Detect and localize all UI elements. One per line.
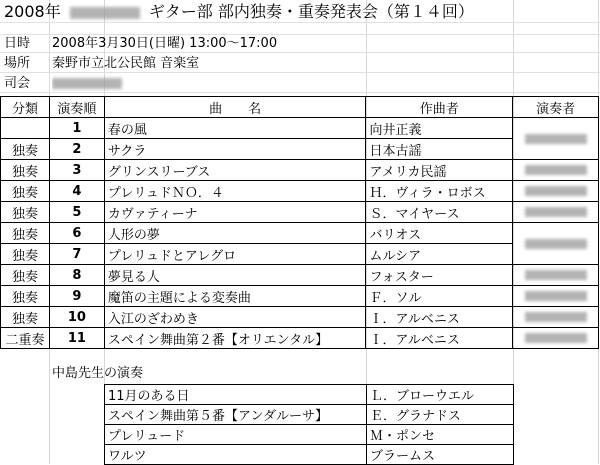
row-composer: Ｉ．アルベニス (366, 307, 513, 328)
teacher-table (104, 384, 514, 465)
redacted-name (525, 207, 587, 217)
row-performer (513, 160, 599, 181)
teacher-composer: ブラームス (367, 445, 514, 465)
row-composer: Ｆ．ソル (366, 286, 513, 307)
row-performer (513, 286, 599, 307)
teacher-piece: ワルツ (105, 445, 367, 465)
redacted-name (525, 186, 587, 196)
redacted-name (525, 239, 587, 249)
row-composer: Ｉ．アルベニス (366, 328, 513, 349)
row-performer (513, 328, 599, 349)
row-composer: バリオス (366, 223, 513, 244)
mc-value (52, 74, 152, 94)
table-row (1, 244, 599, 265)
row-piece: スペイン舞曲第２番【オリエンタル】 (104, 328, 366, 349)
row-order: 7 (49, 244, 104, 265)
row-composer: Ｈ．ヴィラ・ロボス (366, 181, 513, 202)
row-kind: 独奏 (1, 139, 50, 160)
row-kind: 独奏 (1, 265, 50, 286)
header-piece: 曲 名 (104, 97, 366, 118)
teacher-composer: Ｍ・ポンセ (367, 425, 514, 445)
mc-label: 司会 (4, 76, 31, 91)
row-order: 10 (49, 307, 104, 328)
row-piece: 人形の夢 (104, 223, 366, 244)
title-suffix: ギター部 部内独奏・重奏発表会（第１４回） (148, 2, 474, 21)
row-performer (513, 307, 599, 328)
redacted-name (525, 312, 587, 322)
table-row (1, 286, 599, 307)
table-row (1, 307, 599, 328)
row-kind: 二重奏 (1, 328, 50, 349)
header-composer: 作曲者 (366, 97, 513, 118)
row-order: 11 (49, 328, 104, 349)
row-piece: 魔笛の主題による変奏曲 (104, 286, 366, 307)
header-order: 演奏順 (49, 97, 104, 118)
row-order: 6 (49, 223, 104, 244)
row-composer: 日本古謡 (366, 139, 513, 160)
table-header-row (1, 97, 599, 118)
row-composer: アメリカ民謡 (366, 160, 513, 181)
row-kind: 独奏 (1, 160, 50, 181)
teacher-composer: Ｅ．グラナドス (367, 405, 514, 425)
row-piece: 入江のざわめき (104, 307, 366, 328)
row-piece: 夢見る人 (104, 265, 366, 286)
row-performer (513, 265, 599, 286)
row-piece: プレリュドＮＯ．４ (104, 181, 366, 202)
table-row (1, 202, 599, 223)
redacted-name (70, 7, 140, 19)
teacher-piece: スペイン舞曲第５番【アンダルーサ】 (105, 405, 367, 425)
row-composer: ムルシア (366, 244, 513, 265)
row-piece: カヴァティーナ (104, 202, 366, 223)
table-row (1, 181, 599, 202)
row-order: 8 (49, 265, 104, 286)
row-kind: 独奏 (1, 181, 50, 202)
table-row (1, 265, 599, 286)
row-order: 3 (49, 160, 104, 181)
teacher-row (105, 405, 514, 425)
row-kind: 独奏 (1, 244, 50, 265)
row-composer: 向井正義 (366, 118, 513, 139)
row-performer (513, 118, 599, 160)
redacted-name (52, 78, 122, 89)
teacher-composer: Ｌ．ブローウエル (367, 385, 514, 405)
table-row (1, 118, 599, 139)
redacted-name (525, 134, 587, 144)
row-performer (513, 181, 599, 202)
venue-value: 秦野市立北公民館 音楽室 (52, 56, 200, 71)
row-kind: 独奏 (1, 286, 50, 307)
table-row (1, 328, 599, 349)
row-kind: 独奏 (1, 307, 50, 328)
row-order: 1 (49, 118, 104, 139)
teacher-row (105, 385, 514, 405)
row-performer (513, 223, 599, 265)
row-order: 9 (49, 286, 104, 307)
redacted-name (525, 333, 587, 343)
row-piece: グリンスリーブス (104, 160, 366, 181)
teacher-heading: 中島先生の演奏 (52, 366, 144, 381)
row-composer: フォスター (366, 265, 513, 286)
header-kind: 分類 (1, 97, 50, 118)
row-piece: 春の風 (104, 118, 366, 139)
row-kind: 独奏 (1, 202, 50, 223)
date-value: 2008年3月30日(日曜) 13:00～17:00 (52, 36, 278, 51)
date-label: 日時 (4, 36, 31, 51)
row-piece: プレリュドとアレグロ (104, 244, 366, 265)
row-performer (513, 202, 599, 223)
teacher-row (105, 425, 514, 445)
table-row (1, 139, 599, 160)
row-order: 4 (49, 181, 104, 202)
teacher-piece: プレリュード (105, 425, 367, 445)
row-piece: サクラ (104, 139, 366, 160)
page-title (4, 1, 474, 23)
row-order: 2 (49, 139, 104, 160)
row-kind: 独奏 (1, 223, 50, 244)
title-prefix: 2008年 (4, 2, 61, 21)
redacted-name (525, 291, 587, 301)
teacher-piece: 11月のある日 (105, 385, 367, 405)
table-row (1, 160, 599, 181)
row-order: 5 (49, 202, 104, 223)
program-table (0, 96, 599, 349)
redacted-name (525, 270, 587, 280)
teacher-row (105, 445, 514, 465)
venue-label: 場所 (4, 56, 31, 71)
redacted-name (525, 165, 587, 175)
row-composer: Ｓ．マイヤース (366, 202, 513, 223)
table-row (1, 223, 599, 244)
header-performer: 演奏者 (513, 97, 599, 118)
row-kind (1, 118, 50, 139)
